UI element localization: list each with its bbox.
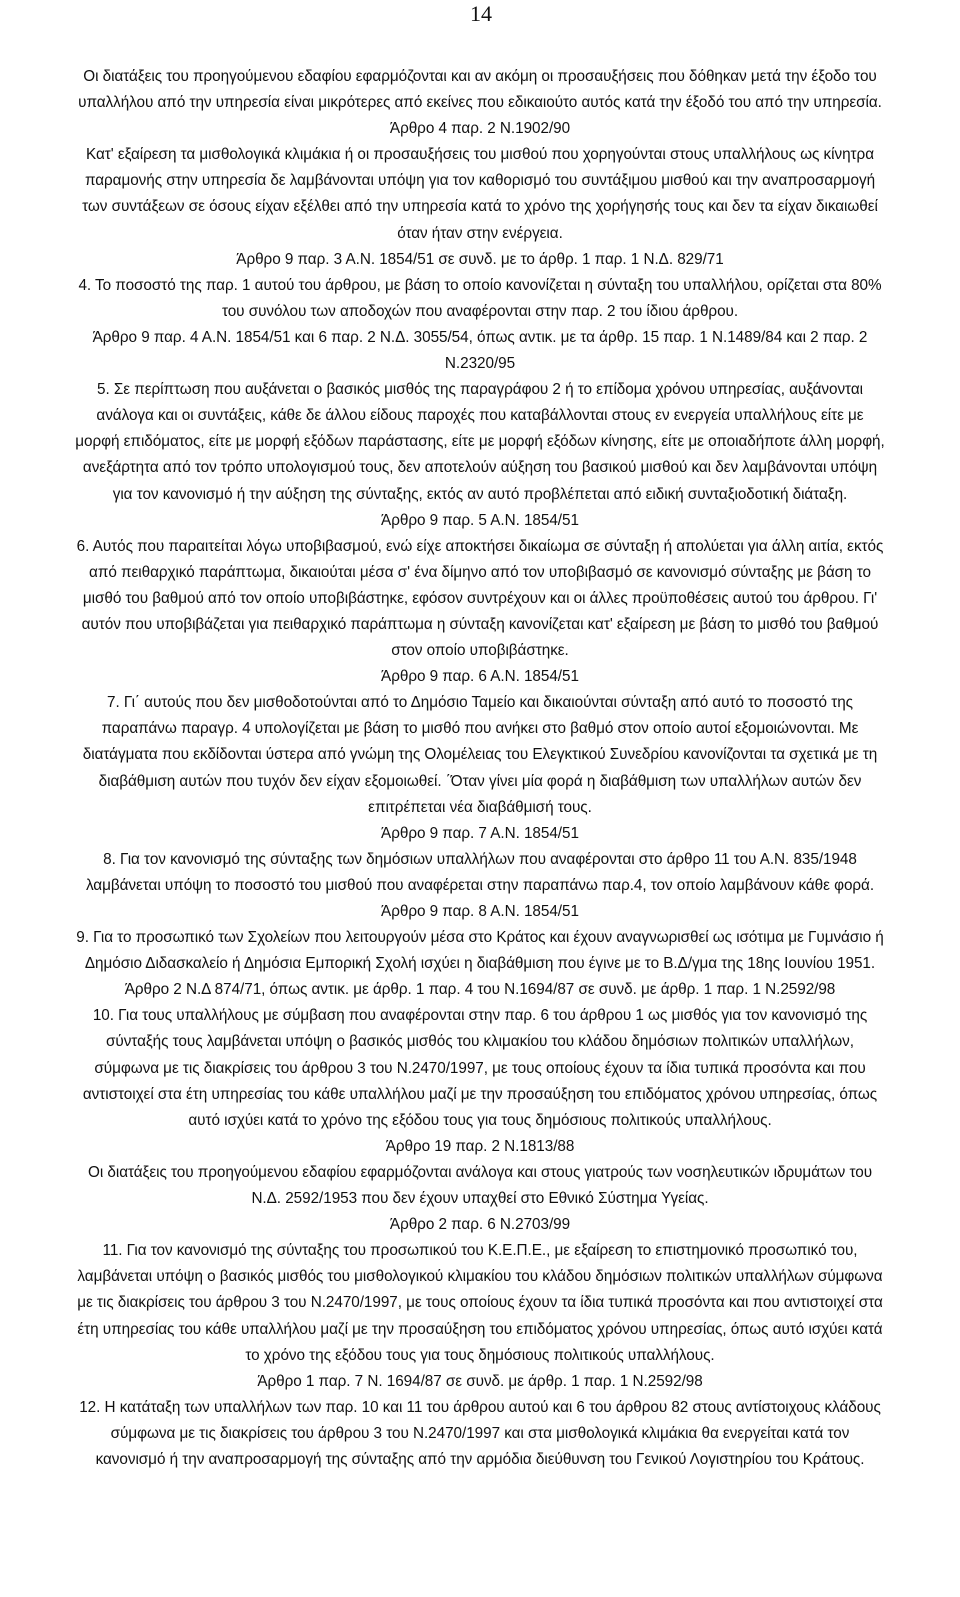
text-line: κανονισμό ή την αναπροσαρμογή της σύνταξης από την αρμόδια διεύθυνση του Γενικού Λογιστηρίου του Κράτους. bbox=[95, 1450, 865, 1468]
text-line: 9. Για το προσωπικό των Σχολείων που λειτουργούν μέσα στο Κράτος και έχουν αναγνωρισθεί ως ισότιμα με Γυμνάσιο ή bbox=[76, 929, 884, 947]
text-line: Κατ' εξαίρεση τα μισθολογικά κλιμάκια ή οι προσαυξήσεις του μισθού που χορηγούνται στους υπαλλήλους ως κίνητρα bbox=[86, 146, 874, 164]
text-line: του συνόλου των αποδοχών που αναφέρονται στην παρ. 2 του ίδιου άρθρου. bbox=[221, 302, 739, 320]
text-line: 11. Για τον κανονισμό της σύνταξης του προσωπικού του Κ.Ε.Π.Ε., με εξαίρεση το επιστημονικό προσωπικό του, bbox=[102, 1242, 858, 1260]
article-reference: Άρθρο 19 παρ. 2 Ν.1813/88 bbox=[385, 1137, 575, 1155]
article-reference: Άρθρο 2 Ν.Δ 874/71, όπως αντικ. με άρθρ. 1 παρ. 4 του Ν.1694/87 σε συνδ. με άρθρ. 1 παρ. 1 Ν.2592/98 bbox=[124, 981, 836, 999]
text-line: με τις διακρίσεις του άρθρου 3 του Ν.2470/1997, με τους οποίους έχουν τα ίδια τυπικά προσόντα και που αντιστοιχεί στα bbox=[77, 1294, 883, 1312]
text-line: όταν ήταν στην ενέργεια. bbox=[397, 224, 563, 242]
text-line: μισθό του βαθμού από τον οποίο υποβιβάστηκε, εφόσον συντρέχουν και οι άλλες προϋποθέσεις αυτού του άρθρου. Γι' bbox=[82, 589, 878, 607]
article-reference: Άρθρο 9 παρ. 6 Α.Ν. 1854/51 bbox=[381, 668, 579, 686]
text-line: ανάλογα και οι συντάξεις, κάθε δε άλλου είδους παροχές που καταβάλλονται στους εν ενεργεία υπαλλήλους είτε με bbox=[96, 407, 864, 425]
text-line: των συντάξεων σε όσους είχαν εξέλθει από την υπηρεσία κατά το χρόνο της χορήγησής τους και δεν τα είχαν δικαιωθεί bbox=[82, 198, 878, 216]
text-line: διαβάθμιση αυτών που τυχόν δεν είχαν εξομοιωθεί. ΄Όταν γίνει μία φορά η διαβάθμιση των υπαλλήλων αυτών δεν bbox=[98, 772, 862, 790]
text-line: έτη υπηρεσίας του κάθε υπαλλήλου μαζί με την προσαύξηση του επιδόματος χρόνου υπηρεσίας, όπως αυτό ισχύει κατά bbox=[77, 1320, 883, 1338]
article-reference: Άρθρο 9 παρ. 5 Α.Ν. 1854/51 bbox=[381, 511, 579, 529]
article-reference: Άρθρο 9 παρ. 8 Α.Ν. 1854/51 bbox=[381, 903, 579, 920]
text-line: Δημόσιο Διδασκαλείο ή Δημόσια Εμπορική Σχολή ισχύει η διαβάθμιση που έγινε με το Β.Δ/γμα της 18ης Ιουνίου 1951. bbox=[84, 955, 876, 973]
text-line: διατάγματα που εκδίδονται ύστερα από γνώμη της Ολομέλειας του Ελεγκτικού Συνεδρίου κανονίζονται τα σχετικά με τη bbox=[82, 746, 878, 764]
text-line: μορφή επιδόματος, είτε με μορφή εξόδων παράστασης, είτε με μορφή εξόδων κίνησης, είτε με οποιαδήποτε άλλη μορφή, bbox=[75, 433, 885, 451]
text-line: λαμβάνεται υπόψη ο βασικός μισθός του μισθολογικού κλιμακίου του κλάδου δημόσιων πολιτικών υπαλλήλων σύμφωνα bbox=[77, 1268, 883, 1286]
article-reference: Άρθρο 9 παρ. 3 Α.Ν. 1854/51 σε συνδ. με το άρθρ. 1 παρ. 1 Ν.Δ. 829/71 bbox=[236, 250, 724, 268]
text-line: αντιστοιχεί στα έτη υπηρεσίας του κάθε υπαλλήλου μαζί με την προσαύξηση του επιδόματος χρόνου υπηρεσίας, όπως bbox=[82, 1085, 878, 1103]
article-reference: Άρθρο 9 παρ. 7 Α.Ν. 1854/51 bbox=[381, 824, 579, 842]
text-line: το χρόνο της εξόδου τους για τους δημόσιους πολιτικούς υπαλλήλους. bbox=[245, 1346, 715, 1364]
text-line: 12. Η κατάταξη των υπαλλήλων των παρ. 10 και 11 του άρθρου αυτού και 6 του άρθρου 82 στους αντίστοιχους κλάδους bbox=[79, 1398, 881, 1416]
text-line: Οι διατάξεις του προηγούμενου εδαφίου εφαρμόζονται και αν ακόμη οι προσαυξήσεις που δόθηκαν μετά την έξοδο του bbox=[83, 68, 877, 85]
text-line: ανεξάρτητα από τον τρόπο υπολογισμού τους, δεν αποτελούν αύξηση του βασικού μισθού και δεν λαμβάνονται υπόψη bbox=[82, 459, 878, 477]
page-number: 14 bbox=[470, 1, 492, 26]
text-line: 10. Για τους υπαλλήλους με σύμβαση που αναφέρονται στην παρ. 6 του άρθρου 1 ως μισθός για τον κανονισμό της bbox=[92, 1007, 868, 1025]
article-reference: Ν.2320/95 bbox=[444, 355, 516, 373]
article-reference: Άρθρο 9 παρ. 4 Α.Ν. 1854/51 και 6 παρ. 2 Ν.Δ. 3055/54, όπως αντικ. με τα άρθρ. 15 παρ. 1 Ν.1489/84 και 2 παρ. 2 bbox=[92, 328, 868, 346]
text-line: για τον κανονισμό ή την αύξηση της σύνταξης, εκτός αν αυτό προβλέπεται από ειδική συνταξιοδοτική διάταξη. bbox=[112, 485, 848, 503]
text-line: σύμφωνα με τις διακρίσεις του άρθρου 3 του Ν.2470/1997, με τους οποίους έχουν τα ίδια τυπικά προσόντα και που bbox=[94, 1059, 866, 1077]
text-line: από πειθαρχικό παράπτωμα, δικαιούται μέσα σ' ένα δίμηνο από τον υποβιβασμό σε κανονισμό σύνταξης με βάση το bbox=[89, 563, 871, 581]
text-line: στον οποίο υποβιβάστηκε. bbox=[391, 642, 569, 660]
text-line: 5. Σε περίπτωση που αυξάνεται ο βασικός μισθός της παραγράφου 2 ή το επίδομα χρόνου υπηρεσίας, αυξάνονται bbox=[97, 381, 863, 399]
text-line: Ν.Δ. 2592/1953 που δεν έχουν υπαχθεί στο Εθνικό Σύστημα Υγείας. bbox=[251, 1190, 709, 1208]
text-line: παραμονής στην υπηρεσία δε λαμβάνονται υπόψη για τον καθορισμό του συντάξιμου μισθού και την αναπροσαρμογή bbox=[84, 172, 876, 190]
article-reference: Άρθρο 1 παρ. 7 Ν. 1694/87 σε συνδ. με άρθρ. 1 παρ. 1 Ν.2592/98 bbox=[257, 1372, 703, 1390]
text-line: υπαλλήλου από την υπηρεσία είναι μικρότερες από εκείνες που εδικαιούτο αυτός κατά την έξοδό του από την υπηρεσία. bbox=[78, 94, 882, 112]
text-line: 8. Για τον κανονισμό της σύνταξης των δημόσιων υπαλλήλων που αναφέρονται στο άρθρο 11 του Α.Ν. 835/1948 bbox=[103, 850, 857, 868]
article-reference: Άρθρο 4 παρ. 2 Ν.1902/90 bbox=[389, 120, 571, 138]
text-line: Οι διατάξεις του προηγούμενου εδαφίου εφαρμόζονται ανάλογα και στους γιατρούς των νοσηλευτικών ιδρυμάτων του bbox=[87, 1163, 873, 1181]
text-line: 7. Γι΄ αυτούς που δεν μισθοδοτούνται από το Δημόσιο Ταμείο και δικαιούνται σύνταξη από αυτό το ποσοστό της bbox=[107, 694, 853, 712]
article-reference: Άρθρο 2 παρ. 6 Ν.2703/99 bbox=[389, 1216, 571, 1234]
text-line: 4. Το ποσοστό της παρ. 1 αυτού του άρθρου, με βάση το οποίο κανονίζεται η σύνταξη του υπαλλήλου, ορίζεται στα 80% bbox=[78, 276, 882, 294]
text-line: αυτόν που υποβιβάζεται για πειθαρχικό παράπτωμα η σύνταξη κανονίζεται κατ' εξαίρεση με βάση το μισθό του βαθμού bbox=[81, 615, 879, 633]
document-body bbox=[10, 64, 950, 1473]
text-line: παραπάνω παραγρ. 4 υπολογίζεται με βάση το μισθό που ανήκει στο βαθμό στον οποίο αυτοί εξομοιώνονται. Με bbox=[101, 720, 859, 738]
text-line: 6. Αυτός που παραιτείται λόγω υποβιβασμού, ενώ είχε αποκτήσει δικαίωμα σε σύνταξη ή απολύεται για άλλη αιτία, εκτός bbox=[76, 537, 884, 555]
text-line: λαμβάνεται υπόψη το ποσοστό του μισθού που αναφέρεται στην παραπάνω παρ.4, τον οποίο λαμβάνουν κάθε φορά. bbox=[85, 876, 875, 894]
text-line: αυτό ισχύει κατά το χρόνο της εξόδου τους για τους δημόσιους πολιτικούς υπαλλήλους. bbox=[188, 1111, 772, 1129]
text-line: επιτρέπεται νέα διαβάθμισή τους. bbox=[368, 798, 592, 816]
text-line: σύνταξής τους λαμβάνεται υπόψη ο βασικός μισθός του κλιμακίου του κλάδου δημόσιων πολιτικών υπαλλήλων, bbox=[106, 1033, 854, 1051]
text-line: σύμφωνα με τις διακρίσεις του άρθρου 3 του Ν.2470/1997 και στα μισθολογικά κλιμάκια θα ενεργείται κατά τον bbox=[110, 1424, 850, 1442]
